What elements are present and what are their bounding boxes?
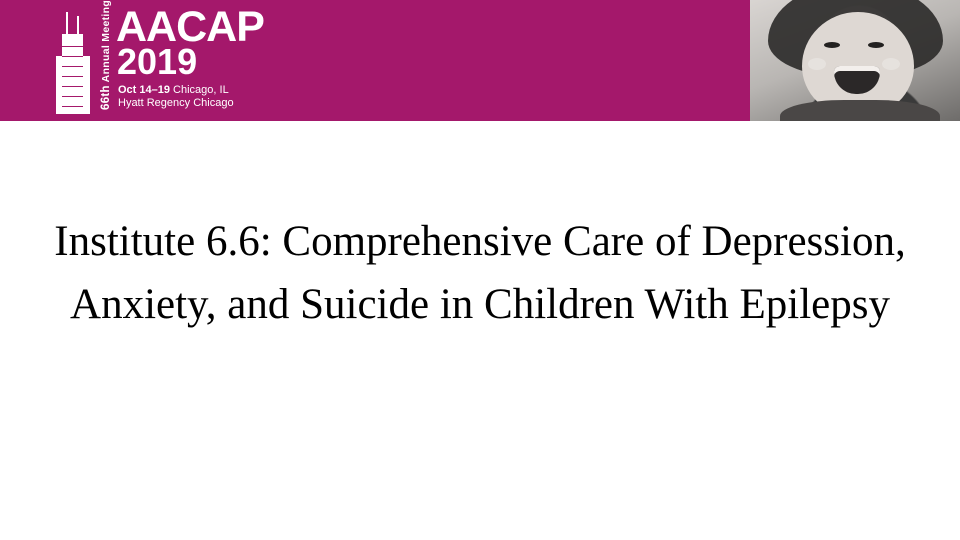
aacap-logo	[56, 0, 316, 116]
logo-edition-suffix: Annual Meeting	[100, 0, 112, 83]
logo-edition-vertical	[98, 0, 112, 114]
logo-dates-location	[118, 84, 229, 96]
header-banner	[0, 0, 960, 121]
smiling-child-photo	[750, 0, 960, 121]
logo-edition-prefix: 66th	[100, 85, 112, 110]
page-title: Institute 6.6: Comprehensive Care of Depression, Anxiety, and Suicide in Children With Epilepsy	[54, 218, 906, 328]
chicago-tower-icon	[56, 12, 90, 114]
logo-dates: Oct 14–19	[118, 84, 170, 96]
logo-year: 2019	[117, 41, 198, 82]
logo-location: Chicago, IL	[173, 84, 229, 96]
logo-organization: AACAP	[116, 3, 264, 51]
title-block	[50, 210, 910, 336]
logo-venue: Hyatt Regency Chicago	[118, 97, 234, 109]
